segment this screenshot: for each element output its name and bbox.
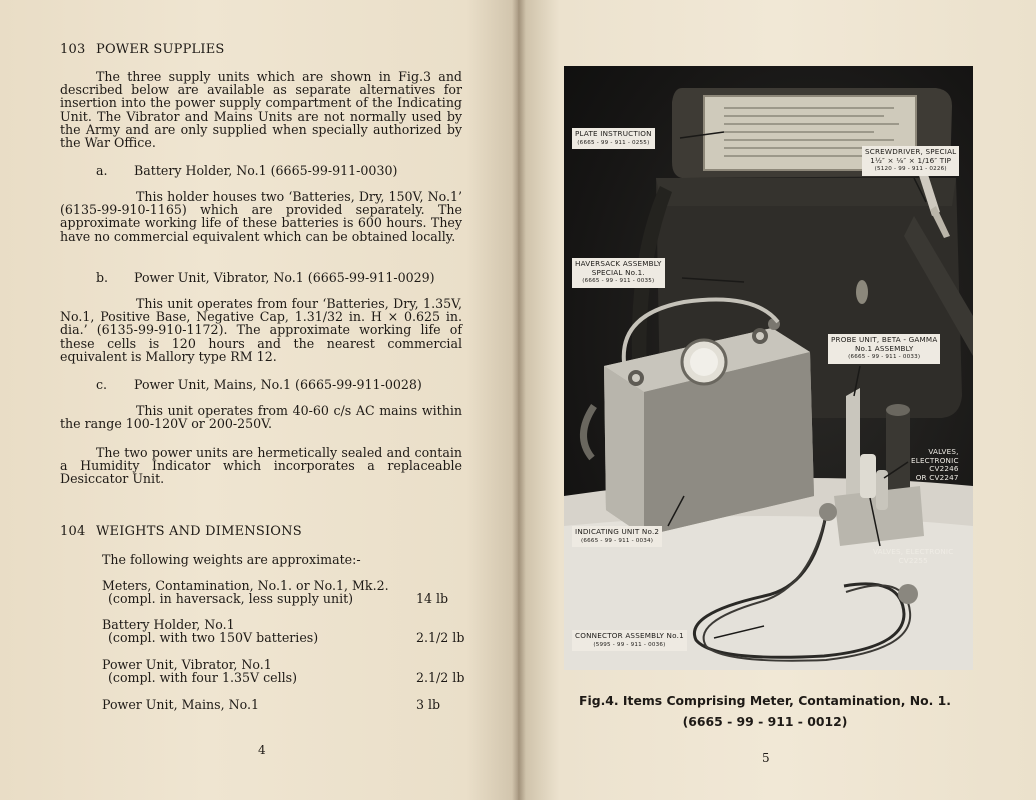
page-number-left: 4 xyxy=(258,743,266,757)
book-gutter xyxy=(512,0,526,800)
weight-item-detail: (compl. in haversack, less supply unit) xyxy=(108,591,354,607)
callout-plate-instruction xyxy=(572,128,655,149)
item-a-body: This holder houses two ‘Batteries, Dry, 150V, No.1’ (6135-99-910-1165) which are provided separately. The approximate working life of these batteries is 600 hours. They have no commercial equivalent which can be obtained locally. xyxy=(60,189,462,244)
section-104-title: WEIGHTS AND DIMENSIONS xyxy=(96,524,302,539)
section-103-title: POWER SUPPLIES xyxy=(96,42,225,57)
callout-code: (6665 - 99 - 911 - 0255) xyxy=(577,139,650,146)
callout-haversack xyxy=(572,258,665,288)
item-a-heading xyxy=(60,164,462,177)
callout-code: (6665 - 99 - 911 - 0033) xyxy=(848,354,921,361)
callout-connector-assembly xyxy=(572,630,687,651)
callout-screwdriver xyxy=(862,146,959,176)
figure-caption: Fig.4. Items Comprising Meter, Contamination, No. 1. xyxy=(578,693,951,708)
item-a-title: Battery Holder, No.1 (6665-99-911-0030) xyxy=(134,163,398,178)
weight-item-name: Battery Holder, No.1 xyxy=(102,617,235,632)
item-a-label: a. xyxy=(96,163,108,178)
figure-caption-code: (6665 - 99 - 911 - 0012) xyxy=(682,714,848,729)
weight-item-name: Power Unit, Vibrator, No.1 xyxy=(102,657,272,672)
weight-item-name: Power Unit, Mains, No.1 xyxy=(102,697,260,712)
item-b-title: Power Unit, Vibrator, No.1 (6665-99-911-0029) xyxy=(134,270,435,285)
callout-label: VALVES, xyxy=(928,447,959,456)
weight-item-detail: (compl. with two 150V batteries) xyxy=(108,630,319,646)
weight-value: 14 lb xyxy=(416,591,449,607)
weight-item-detail: (compl. with four 1.35V cells) xyxy=(108,670,298,686)
section-103-closing: The two power units are hermetically sealed and contain a Humidity Indicator which incorporates a replaceable Desiccator Unit. xyxy=(60,445,462,487)
page-number-right: 5 xyxy=(762,751,770,765)
equipment-photograph xyxy=(564,66,973,670)
section-104-heading xyxy=(60,525,462,538)
item-b-heading xyxy=(60,271,462,284)
weight-row xyxy=(102,618,472,645)
weight-row xyxy=(102,698,472,711)
callout-code: (5120 - 99 - 911 - 0226) xyxy=(874,166,947,173)
item-c-label: c. xyxy=(96,377,108,392)
callout-code: (6665 - 99 - 911 - 0034) xyxy=(581,537,654,544)
callout-valves-cv2246 xyxy=(908,446,962,484)
section-103-heading xyxy=(60,43,462,56)
item-b-body: This unit operates from four ‘Batteries, Dry, 1.35V, No.1, Positive Base, Negative Cap, 1.31/32 in. H × 0.625 in. dia.’ (6135-99-910-1172). The approximate working life of these cells is 120 hours and the nearest commercial equivalent is Mallory type RM 12. xyxy=(60,296,462,364)
section-103-intro: The three supply units which are shown in Fig.3 and described below are available as separate alternatives for insertion into the power supply compartment of the Indicating Unit. The Vibrator and Mains Units are not normally used by the Army and are only supplied when specially authorized by the War Office. xyxy=(60,69,462,151)
callout-indicating-unit xyxy=(572,526,662,547)
callout-sub: SPECIAL No.1. xyxy=(591,267,645,277)
weight-value: 2.1/2 lb xyxy=(416,670,465,686)
callout-code: (6665 - 99 - 911 - 0035) xyxy=(582,278,655,285)
weight-item-name: Meters, Contamination, No.1. or No.1, Mk.2. xyxy=(102,578,389,593)
callout-line3: CV2246 xyxy=(929,464,959,474)
weight-row xyxy=(102,579,472,606)
section-104-number: 104 xyxy=(60,524,86,539)
weight-row xyxy=(102,658,472,685)
callout-sub: CV2255 xyxy=(898,555,928,565)
weight-value: 3 lb xyxy=(416,697,441,712)
callout-label: PLATE INSTRUCTION xyxy=(575,129,652,138)
section-104-intro: The following weights are approximate:- xyxy=(102,552,361,567)
item-c-body: This unit operates from 40-60 c/s AC mains within the range 100-120V or 200-250V. xyxy=(60,403,462,432)
callout-label: CONNECTOR ASSEMBLY No.1 xyxy=(575,631,684,640)
weight-value: 2.1/2 lb xyxy=(416,630,465,646)
callout-label: HAVERSACK ASSEMBLY xyxy=(575,259,662,268)
callout-probe-unit xyxy=(828,334,940,364)
callout-sub: No.1 ASSEMBLY xyxy=(854,343,914,353)
callout-label: SCREWDRIVER, SPECIAL xyxy=(865,147,957,156)
callout-sub: ELECTRONIC xyxy=(911,455,959,465)
callout-code: (5995 - 99 - 911 - 0036) xyxy=(593,641,666,648)
callout-sub: 1½″ × ⅛″ × 1/16″ TIP xyxy=(870,155,952,165)
callout-label: INDICATING UNIT No.2 xyxy=(575,527,660,536)
callout-label: PROBE UNIT, BETA - GAMMA xyxy=(831,335,938,344)
callout-label: VALVES, ELECTRONIC xyxy=(873,547,954,556)
item-c-heading xyxy=(60,378,462,391)
callout-valves-cv2255 xyxy=(870,546,956,567)
section-103-number: 103 xyxy=(60,42,86,57)
callout-line4: OR CV2247 xyxy=(915,472,959,482)
item-b-label: b. xyxy=(96,270,109,285)
item-c-title: Power Unit, Mains, No.1 (6665-99-911-0028) xyxy=(134,377,422,392)
